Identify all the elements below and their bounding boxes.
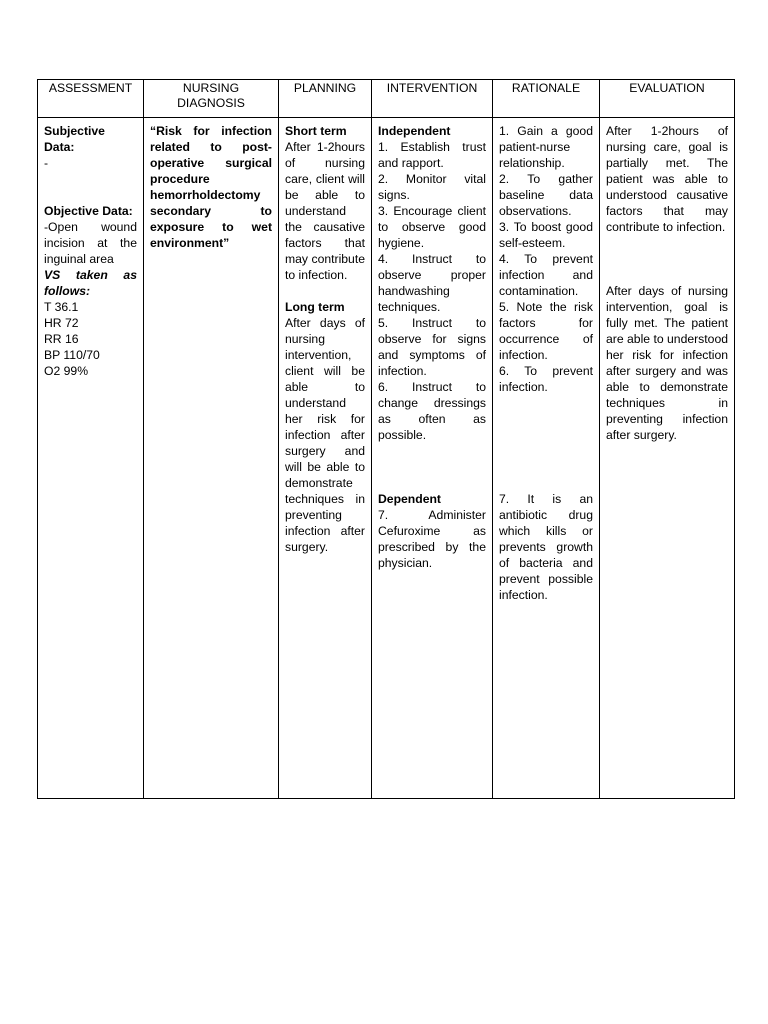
header-evaluation: EVALUATION: [600, 80, 735, 118]
intervention-item: 2. Monitor vital signs.: [378, 172, 486, 202]
long-term-goal: After days of nursing intervention, client will be able to understand her risk for infection after surgery and will be able to demonstrate techniques in preventing infection after surgery.: [285, 316, 365, 554]
header-planning: PLANNING: [279, 80, 372, 118]
care-plan-row: [38, 118, 735, 799]
planning-cell: [279, 118, 372, 799]
independent-label: Independent: [378, 124, 451, 138]
rationale-item: 4. To prevent infection and contamination.: [499, 252, 593, 298]
rationale-item: 2. To gather baseline data observations.: [499, 172, 593, 218]
intervention-item: 3. Encourage client to observe good hygiene.: [378, 204, 486, 250]
subjective-data-value: -: [44, 156, 49, 170]
header-assessment: ASSESSMENT: [38, 80, 144, 118]
evaluation-cell: [600, 118, 735, 799]
header-nursing-diagnosis: NURSING DIAGNOSIS: [144, 80, 279, 118]
rationale-item: 5. Note the risk factors for occurrence of infection.: [499, 300, 593, 362]
vital-signs-label: VS taken as follows:: [44, 268, 137, 298]
nursing-care-plan-table: [37, 79, 735, 799]
vital-sign-heart-rate: HR 72: [44, 316, 79, 330]
subjective-data-label: Subjective Data:: [44, 124, 105, 154]
nursing-diagnosis-text: “Risk for infection related to post-operative surgical procedure hemorrholdectomy secondary to exposure to wet environment”: [150, 124, 272, 250]
intervention-cell: [372, 118, 493, 799]
intervention-item: 1. Establish trust and rapport.: [378, 140, 486, 170]
long-term-label: Long term: [285, 300, 345, 314]
intervention-item: 7. Administer Cefuroxime as prescribed by the physician.: [378, 508, 486, 570]
vital-sign-respiratory-rate: RR 16: [44, 332, 79, 346]
rationale-item: 3. To boost good self-esteem.: [499, 220, 593, 250]
rationale-item: 6. To prevent infection.: [499, 364, 593, 394]
rationale-item: 7. It is an antibiotic drug which kills or prevents growth of bacteria and prevent possible infection.: [499, 492, 593, 602]
evaluation-long-term: After days of nursing intervention, goal is fully met. The patient are able to understood her risk for infection after surgery and was able to demonstrate techniques in preventing infection after surgery.: [606, 284, 728, 442]
objective-data-label: Objective Data:: [44, 204, 133, 218]
header-rationale: RATIONALE: [493, 80, 600, 118]
nursing-diagnosis-cell: [144, 118, 279, 799]
rationale-cell: [493, 118, 600, 799]
objective-data-text: -Open wound incision at the inguinal area: [44, 220, 137, 266]
intervention-item: 5. Instruct to observe for signs and symptoms of infection.: [378, 316, 486, 378]
intervention-item: 6. Instruct to change dressings as often as possible.: [378, 380, 486, 442]
vital-sign-blood-pressure: BP 110/70: [44, 348, 100, 362]
rationale-item: 1. Gain a good patient-nurse relationship.: [499, 124, 593, 170]
evaluation-short-term: After 1-2hours of nursing care, goal is partially met. The patient was able to understood causative factors that may contribute to infection.: [606, 124, 728, 234]
assessment-cell: [38, 118, 144, 799]
intervention-item: 4. Instruct to observe proper handwashing techniques.: [378, 252, 486, 314]
header-intervention: INTERVENTION: [372, 80, 493, 118]
vital-sign-temperature: T 36.1: [44, 300, 79, 314]
header-row: [38, 80, 735, 118]
short-term-goal: After 1-2hours of nursing care, client will be able to understand the causative factors that may contribute to infection.: [285, 140, 365, 282]
dependent-label: Dependent: [378, 492, 441, 506]
short-term-label: Short term: [285, 124, 347, 138]
vital-sign-oxygen-saturation: O2 99%: [44, 364, 89, 378]
